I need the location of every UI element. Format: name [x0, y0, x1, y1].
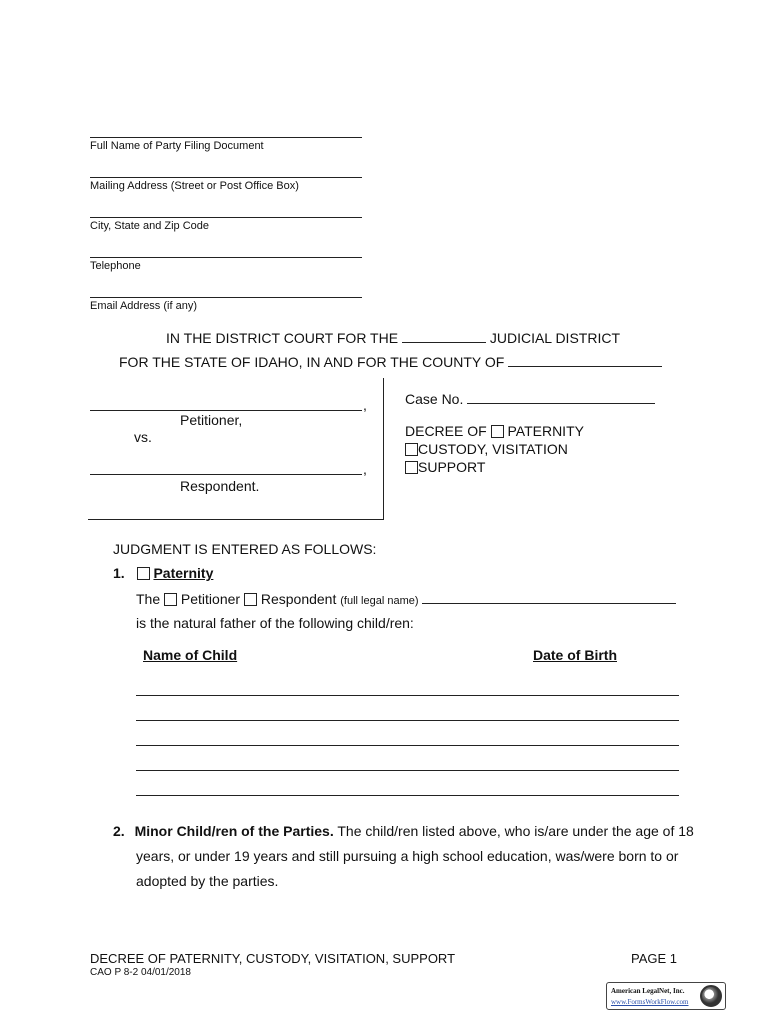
legalnet-logo[interactable]: [606, 982, 726, 1010]
section-2-number: 2.: [113, 823, 125, 839]
court-county-text: FOR THE STATE OF IDAHO, IN AND FOR THE COUNTY OF: [119, 354, 505, 370]
section-2-title: Minor Child/ren of the Parties.: [134, 823, 334, 839]
respondent-name-line[interactable]: [90, 474, 362, 475]
section-2-text-3: adopted by the parties.: [136, 873, 279, 889]
judicial-district-blank[interactable]: [402, 331, 486, 343]
mailing-address-field[interactable]: [90, 177, 362, 192]
natural-father-text: is the natural father of the following child/ren:: [136, 615, 414, 631]
section-2-text-2: years, or under 19 years and still pursuing a high school education, was/were born to or: [136, 848, 679, 864]
child-row-4[interactable]: [136, 770, 679, 771]
custody-visitation-label: CUSTODY, VISITATION: [418, 441, 568, 457]
section-2-text-1: The child/ren listed above, who is/are under the age of 18: [337, 823, 694, 839]
section-1-heading: [113, 565, 213, 581]
section-1-title: Paternity: [153, 565, 214, 581]
paternity-section-checkbox[interactable]: [137, 567, 150, 580]
case-number: [405, 391, 655, 407]
child-row-2[interactable]: [136, 720, 679, 721]
section-2-line1: [113, 823, 694, 839]
the-label: The: [136, 591, 161, 607]
court-heading-line1: [166, 330, 620, 346]
email-field[interactable]: [90, 297, 362, 312]
child-row-5[interactable]: [136, 795, 679, 796]
vs-label: vs.: [134, 429, 152, 445]
court-heading-suffix: JUDICIAL DISTRICT: [489, 330, 620, 346]
court-heading-line2: [119, 354, 662, 370]
case-number-label: Case No.: [405, 391, 464, 407]
caption-divider: [383, 378, 384, 520]
father-petitioner-checkbox[interactable]: [164, 593, 177, 606]
respondent-label: Respondent.: [180, 478, 260, 494]
child-dob-column-header: Date of Birth: [533, 647, 617, 663]
custody-visitation-checkbox[interactable]: [405, 443, 418, 456]
decree-of-label: DECREE OF: [405, 423, 487, 439]
city-state-zip-label: City, State and Zip Code: [90, 220, 210, 232]
telephone-label: Telephone: [90, 260, 141, 272]
child-row-3[interactable]: [136, 745, 679, 746]
father-respondent-checkbox[interactable]: [244, 593, 257, 606]
logo-company-name: American LegalNet, Inc.: [611, 987, 685, 995]
logo-website-link[interactable]: www.FormsWorkFlow.com: [611, 998, 689, 1006]
father-petitioner-label: Petitioner: [180, 591, 241, 607]
telephone-field[interactable]: [90, 257, 362, 272]
paternity-checkbox[interactable]: [491, 425, 504, 438]
court-heading-prefix: IN THE DISTRICT COURT FOR THE: [166, 330, 399, 346]
paternity-option-label: PATERNITY: [507, 423, 584, 439]
full-legal-name-hint: (full legal name): [340, 595, 419, 607]
support-checkbox[interactable]: [405, 461, 418, 474]
footer-form-code: CAO P 8-2 04/01/2018: [90, 967, 191, 978]
support-label: SUPPORT: [418, 459, 486, 475]
petitioner-comma: ,: [363, 397, 367, 413]
respondent-comma: ,: [363, 461, 367, 477]
city-state-zip-field[interactable]: [90, 217, 362, 232]
petitioner-label: Petitioner,: [180, 412, 243, 428]
decree-type-paternity: [405, 423, 584, 439]
decree-type-support: [405, 459, 485, 475]
party-name-label: Full Name of Party Filing Document: [90, 140, 264, 152]
mailing-address-label: Mailing Address (Street or Post Office Box): [90, 180, 299, 192]
father-respondent-label: Respondent: [260, 591, 337, 607]
party-name-field[interactable]: [90, 137, 362, 152]
caption-bottom-rule: [88, 519, 384, 520]
county-blank[interactable]: [508, 355, 662, 367]
logo-seal-icon: [700, 985, 722, 1007]
case-number-blank[interactable]: [467, 392, 655, 404]
footer-title: DECREE OF PATERNITY, CUSTODY, VISITATION, SUPPORT: [90, 951, 456, 966]
judgment-heading: JUDGMENT IS ENTERED AS FOLLOWS:: [113, 541, 377, 557]
father-line: [136, 591, 676, 607]
petitioner-name-line[interactable]: [90, 410, 362, 411]
email-label: Email Address (if any): [90, 300, 197, 312]
section-1-number: 1.: [113, 565, 125, 581]
decree-type-custody: [405, 441, 568, 457]
child-name-column-header: Name of Child: [143, 647, 238, 663]
child-row-1[interactable]: [136, 695, 679, 696]
father-name-blank[interactable]: [422, 592, 676, 604]
footer-page: PAGE 1: [631, 951, 678, 966]
